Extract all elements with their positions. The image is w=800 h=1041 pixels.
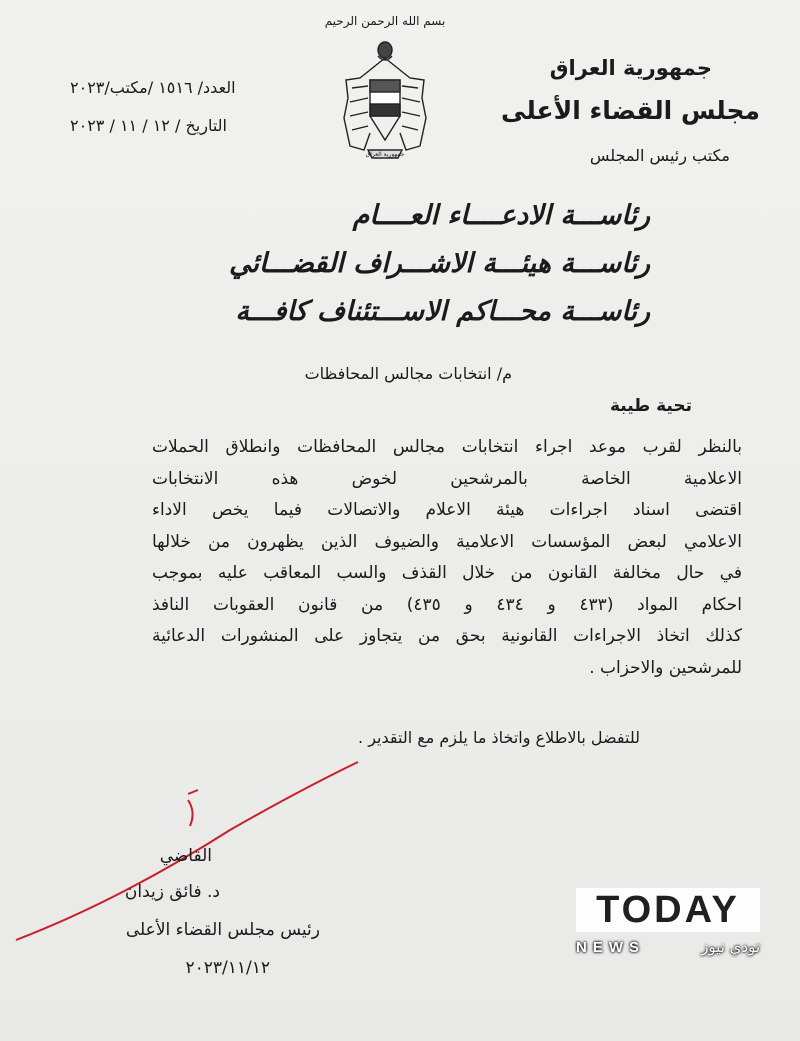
greeting: تحية طيبة: [609, 396, 692, 416]
council-name: مجلس القضاء الأعلى: [501, 96, 760, 125]
signatory-name: د. فائق زيدان: [124, 882, 220, 902]
body-line: احكام المواد (٤٣٣ و ٤٣٤ و ٤٣٥) من قانون العقوبات النافذ: [152, 594, 742, 615]
body-line: للمرشحين والاحزاب .: [589, 657, 742, 678]
addressee-appeal-courts: رئاســـة محـــاكم الاســـتئناف كافـــة: [235, 296, 650, 327]
body-line: الاعلامي لبعض المؤسسات الاعلامية والضيوف الذين يظهرون من خلالها: [152, 531, 742, 552]
letter-body: [152, 432, 742, 684]
basmala: بسم الله الرحمن الرحيم: [324, 14, 446, 28]
signatory-title: القاضي: [159, 846, 212, 866]
watermark-brand: TODAY: [596, 888, 740, 931]
body-line: الاعلامية الخاصة بالمرشحين لخوض هذه الانتخابات: [152, 468, 742, 489]
watermark-subline: [576, 938, 760, 956]
signature-date: ٢٠٢٣/١١/١٢: [185, 958, 270, 978]
addressee-judicial-supervision: رئاســـة هيئـــة الاشـــراف القضـــائي: [229, 248, 650, 279]
country-name: جمهورية العراق: [549, 56, 712, 80]
closing-line: للتفضل بالاطلاع واتخاذ ما يلزم مع التقدير .: [358, 728, 640, 747]
office-name: مكتب رئيس المجلس: [589, 146, 730, 165]
subject-line: م/ انتخابات مجالس المحافظات: [304, 364, 512, 383]
body-line: في حال مخالفة القانون من خلال القذف والسب المعاقب عليه بموجب: [152, 563, 742, 583]
addressee-prosecution: رئاســـة الادعــــاء العــــام: [352, 200, 650, 231]
reference-number: العدد/ ١٥١٦ /مكتب/٢٠٢٣: [70, 78, 236, 97]
watermark-arabic: تودي نيوز: [701, 938, 760, 956]
emblem-label: جمهورية العراق: [365, 151, 405, 158]
watermark-news: NEWS: [576, 938, 645, 956]
watermark-brand-box: [576, 888, 760, 932]
letter-date: التاريخ / ١٢ / ١١ / ٢٠٢٣: [70, 116, 227, 135]
signatory-position: رئيس مجلس القضاء الأعلى: [125, 920, 320, 940]
today-news-watermark: [576, 888, 760, 958]
body-line: اقتضى اسناد اجراءات هيئة الاعلام والاتصالات فيما يخص الاداء: [152, 500, 742, 520]
body-line: كذلك اتخاذ الاجراءات القانونية بحق من يتجاوز على المنشورات الدعائية: [152, 626, 742, 646]
iraq-emblem-icon: [340, 38, 430, 168]
body-line: بالنظر لقرب موعد اجراء انتخابات مجالس المحافظات وانطلاق الحملات: [152, 437, 742, 457]
